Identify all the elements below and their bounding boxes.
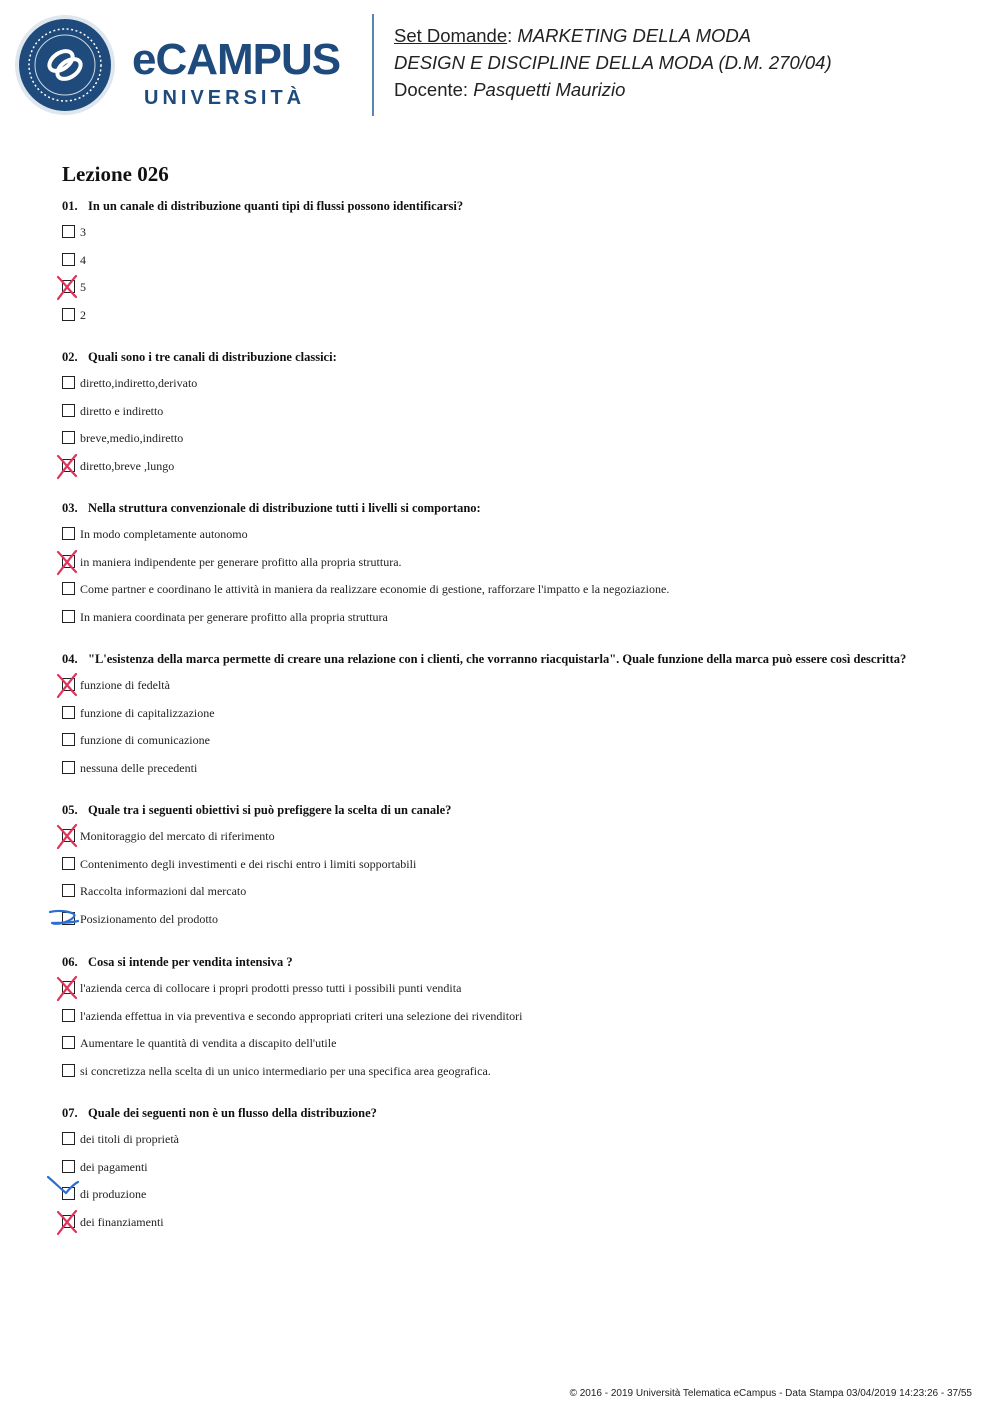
answer-checkbox[interactable]	[62, 1009, 75, 1022]
question-number: 07.	[62, 1106, 78, 1120]
set-value: MARKETING DELLA MODA	[517, 25, 752, 46]
answer-label: Monitoraggio del mercato di riferimento	[80, 829, 275, 843]
answer-label: dei pagamenti	[80, 1160, 148, 1174]
answer-label: 2	[80, 308, 86, 322]
answer-checkbox[interactable]	[62, 1160, 75, 1173]
answer-label: breve,medio,indiretto	[80, 431, 184, 445]
answer-checkbox[interactable]	[62, 1215, 75, 1228]
answer-checkbox[interactable]	[62, 376, 75, 389]
answer-checkbox[interactable]	[62, 404, 75, 417]
docente-value: Pasquetti Maurizio	[473, 79, 626, 100]
question-number: 03.	[62, 501, 78, 515]
answer-checkbox[interactable]	[62, 225, 75, 238]
answer-label: In maniera coordinata per generare profitto alla propria struttura	[80, 610, 388, 624]
answer-label: nessuna delle precedenti	[80, 761, 198, 775]
answer-checkbox[interactable]	[62, 981, 75, 994]
lesson-title: Lezione 026	[62, 162, 169, 186]
answer-checkbox[interactable]	[62, 1036, 75, 1049]
question-prompt: Quale dei seguenti non è un flusso della distribuzione?	[88, 1106, 377, 1120]
question-6	[62, 954, 962, 1078]
answer-checkbox[interactable]	[62, 1132, 75, 1145]
set-label: Set Domande	[394, 25, 508, 46]
question-prompt: In un canale di distribuzione quanti tipi di flussi possono identificarsi?	[88, 199, 464, 213]
question-text	[62, 1105, 962, 1121]
answer-label: funzione di comunicazione	[80, 733, 210, 747]
header-divider	[372, 14, 374, 116]
answer-checkbox[interactable]	[62, 706, 75, 719]
question-number: 01.	[62, 199, 78, 213]
answer-checkbox[interactable]	[62, 280, 75, 293]
answer-label: funzione di fedeltà	[80, 678, 170, 692]
answer-checkbox[interactable]	[62, 1187, 75, 1200]
question-2	[62, 349, 962, 473]
answer-checkbox[interactable]	[62, 857, 75, 870]
question-prompt: Quale tra i seguenti obiettivi si può prefiggere la scelta di un canale?	[88, 803, 452, 817]
answer-checkbox[interactable]	[62, 912, 75, 925]
answer-label: funzione di capitalizzazione	[80, 706, 215, 720]
answer-label: l'azienda cerca di collocare i propri prodotti presso tutti i possibili punti vendita	[80, 981, 462, 995]
course-name: DESIGN E DISCIPLINE DELLA MODA (D.M. 270/04)	[394, 52, 832, 73]
question-number: 06.	[62, 955, 78, 969]
course-info	[394, 22, 832, 103]
answer-label: Aumentare le quantità di vendita a discapito dell'utile	[80, 1036, 337, 1050]
docente-line	[394, 76, 832, 103]
question-text	[62, 349, 962, 365]
answer-checkbox[interactable]	[62, 761, 75, 774]
university-seal-logo	[14, 14, 116, 116]
question-prompt: Cosa si intende per vendita intensiva ?	[88, 955, 293, 969]
ecampus-wordmark	[132, 35, 362, 113]
answer-label: Contenimento degli investimenti e dei rischi entro i limiti sopportabili	[80, 857, 417, 871]
question-prompt: Nella struttura convenzionale di distribuzione tutti i livelli si comportano:	[88, 501, 481, 515]
answer-checkbox[interactable]	[62, 582, 75, 595]
question-text	[62, 954, 962, 970]
answer-checkbox[interactable]	[62, 253, 75, 266]
answer-label: In modo completamente autonomo	[80, 527, 248, 541]
page-header	[0, 0, 1000, 130]
set-line: Set Domande: MARKETING DELLA MODA	[394, 25, 752, 46]
question-number: 04.	[62, 652, 78, 666]
answer-label: 3	[80, 225, 86, 239]
question-prompt: Quali sono i tre canali di distribuzione classici:	[88, 350, 337, 364]
answer-label: 4	[80, 253, 86, 267]
answer-label: in maniera indipendente per generare profitto alla propria struttura.	[80, 555, 402, 569]
question-text	[62, 651, 962, 667]
question-text	[62, 802, 962, 818]
answer-label: l'azienda effettua in via preventiva e secondo appropriati criteri una selezione dei rivenditori	[80, 1009, 523, 1023]
answer-checkbox[interactable]	[62, 829, 75, 842]
question-5	[62, 802, 962, 926]
question-text	[62, 198, 962, 214]
question-3	[62, 500, 962, 624]
answer-checkbox[interactable]	[62, 527, 75, 540]
answer-label: 5	[80, 280, 86, 294]
answer-label: diretto e indiretto	[80, 404, 164, 418]
answer-checkbox[interactable]	[62, 884, 75, 897]
answer-label: Raccolta informazioni dal mercato	[80, 884, 247, 898]
answer-checkbox[interactable]	[62, 555, 75, 568]
logo-main-text: eCAMPUS	[132, 35, 341, 84]
answer-checkbox[interactable]	[62, 1064, 75, 1077]
answer-checkbox[interactable]	[62, 308, 75, 321]
answer-label: dei finanziamenti	[80, 1215, 164, 1229]
question-1	[62, 198, 962, 322]
question-7	[62, 1105, 962, 1229]
question-number: 02.	[62, 350, 78, 364]
question-number: 05.	[62, 803, 78, 817]
question-4	[62, 651, 962, 775]
answer-checkbox[interactable]	[62, 431, 75, 444]
answer-checkbox[interactable]	[62, 459, 75, 472]
answer-checkbox[interactable]	[62, 678, 75, 691]
answer-label: dei titoli di proprietà	[80, 1132, 179, 1146]
answer-label: si concretizza nella scelta di un unico intermediario per una specifica area geografica.	[80, 1064, 491, 1078]
answer-checkbox[interactable]	[62, 733, 75, 746]
question-prompt: "L'esistenza della marca permette di creare una relazione con i clienti, che vorranno riacquistarla". Quale funzione della marca può essere così descritta?	[88, 652, 907, 666]
answer-label: diretto,breve ,lungo	[80, 459, 175, 473]
answer-checkbox[interactable]	[62, 610, 75, 623]
question-text	[62, 500, 962, 516]
page-footer: © 2016 - 2019 Università Telematica eCampus - Data Stampa 03/04/2019 14:23:26 - 37/55	[569, 1388, 972, 1399]
answer-label: diretto,indiretto,derivato	[80, 376, 198, 390]
logo-sub-text: UNIVERSITÀ	[144, 87, 306, 109]
docente-label: Docente:	[394, 79, 469, 100]
answer-label: di produzione	[80, 1187, 147, 1201]
answer-label: Come partner e coordinano le attività in maniera da realizzare economie di gestione, rafforzare l'impatto e la negoziazione.	[80, 582, 670, 596]
answer-label: Posizionamento del prodotto	[80, 912, 218, 926]
